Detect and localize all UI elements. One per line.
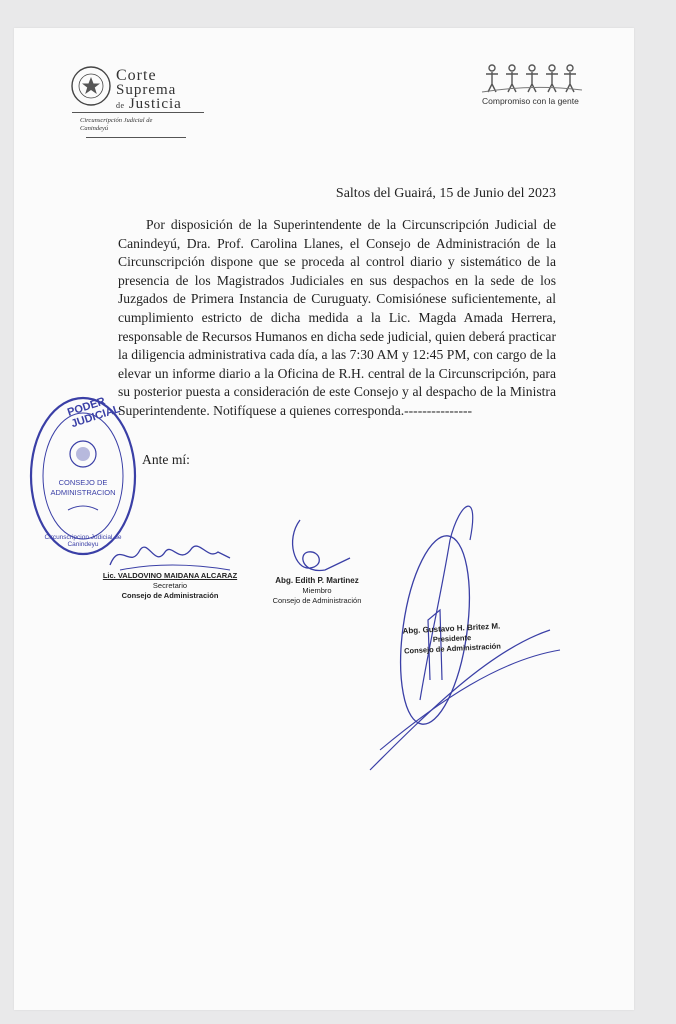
subtitle-line2: Canindeyú bbox=[80, 125, 109, 132]
national-seal-icon bbox=[70, 65, 112, 107]
logo-line-suprema: Suprema bbox=[116, 82, 177, 98]
right-logo-caption: Compromiso con la gente bbox=[482, 96, 579, 106]
signer-role: Presidente bbox=[432, 633, 472, 644]
stamp-ring-text: PODER JUDICIAL bbox=[66, 395, 122, 431]
signer-role: Secretario bbox=[152, 581, 188, 590]
document-date: Saltos del Guairá, 15 de Junio del 2023 bbox=[335, 186, 556, 201]
signer-body: Consejo de Administración bbox=[121, 591, 219, 600]
signer-name: Abg. Gustavo H. Britez M. bbox=[402, 621, 501, 636]
signature-block-secretario bbox=[100, 571, 240, 601]
stamp-inner-line2: ADMINISTRACION bbox=[50, 488, 116, 497]
signer-name: Lic. VALDOVINO MAIDANA ALCARAZ bbox=[102, 571, 238, 580]
header-rule-top bbox=[72, 112, 204, 113]
ante-mi-label: Ante mí: bbox=[142, 452, 190, 467]
logo-line-corte: Corte bbox=[116, 67, 157, 84]
signer-body: Consejo de Administración bbox=[403, 641, 502, 656]
corte-suprema-logo bbox=[56, 37, 206, 112]
people-figures-icon bbox=[482, 62, 582, 94]
signer-name: Abg. Edith P. Martinez bbox=[275, 576, 359, 585]
signer-role: Miembro bbox=[302, 586, 332, 595]
logo-line-de: de bbox=[116, 101, 125, 110]
signer-body: Consejo de Administración bbox=[272, 596, 362, 605]
signature-block-presidente bbox=[395, 621, 508, 657]
signature-block-miembro bbox=[262, 576, 372, 606]
stamp-ring-bottom: Circunscripcion Judicial de Canindeyu bbox=[44, 534, 122, 548]
header-rule-bottom bbox=[86, 137, 186, 138]
logo-line-justicia: Justicia bbox=[128, 96, 182, 112]
document-body: Por disposición de la Superintendente de la Circunscripción Judicial de Canindeyú, Dra. Prof. Carolina Llanes, el Consejo de Administración de la Circunscripción dispone que se proceda al control diario y sistemático de la presencia de los Magistrados Judiciales en sus despachos en la sede de los Juzgados de Primera Instancia de Curuguaty. Comisiónese suficientemente, al cumplimiento estricto de dicha medida a la Lic. Magda Amada Herrera, responsable de Recursos Humanos en dicha sede judicial, quien deberá practicar la diligencia administrativa cada día, a las 7:30 AM y 12:45 PM, con cargo de la elevar un informe diario a la Oficina de R.H. central de la Circunscripción, para su posterior puesta a consideración de este Consejo y al despacho de la Ministra Superintendente. Notifíquese a quienes corresponda.--------------- bbox=[118, 217, 556, 418]
circunscripcion-subtitle bbox=[80, 117, 200, 133]
subtitle-line1: Circunscripción Judicial de bbox=[80, 117, 153, 124]
stamp-inner-line1: CONSEJO DE bbox=[58, 478, 108, 487]
